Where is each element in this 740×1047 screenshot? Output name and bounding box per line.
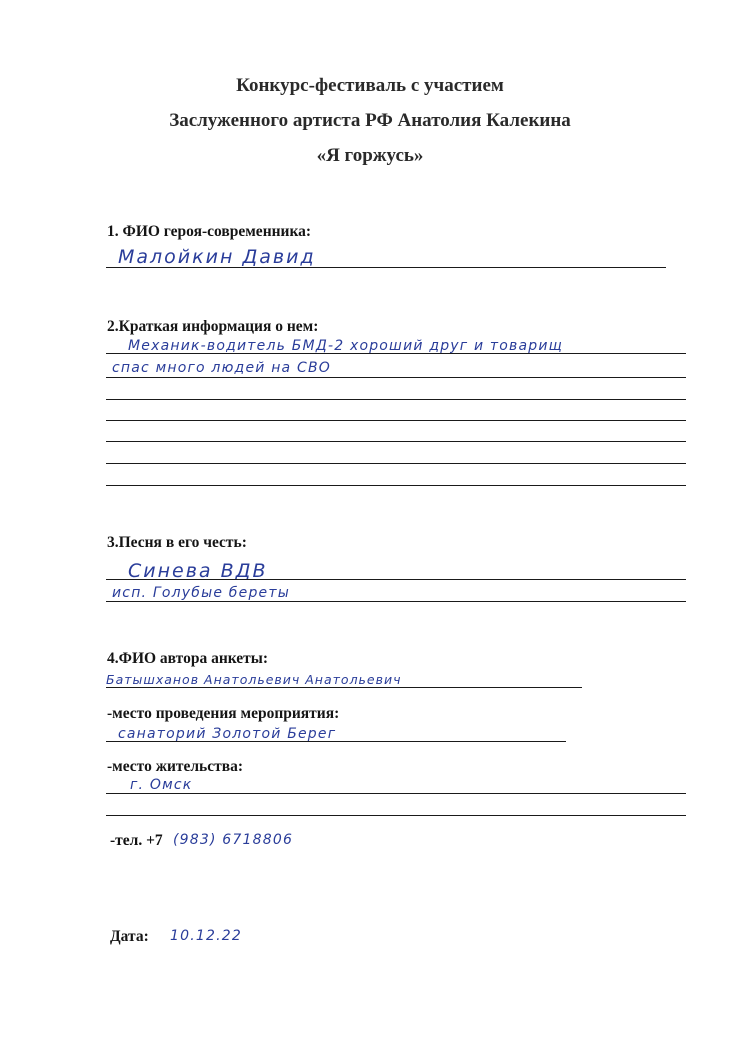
hero-name-line — [106, 267, 666, 268]
phone-value: (983) 6718806 — [173, 832, 294, 848]
hero-info-line-5 — [106, 441, 686, 442]
residence-label: -место жительства: — [107, 758, 244, 775]
author-value: Батышханов Анатольевич Анатольевич — [106, 672, 402, 687]
hero-info-line-1 — [106, 353, 686, 354]
hero-info-line-6 — [106, 463, 686, 464]
song-label: 3.Песня в его честь: — [107, 534, 247, 551]
date-value: 10.12.22 — [170, 928, 242, 944]
form-header — [0, 68, 740, 173]
phone-label: -тел. +7 — [110, 832, 163, 849]
song-line-1 — [106, 579, 686, 580]
residence-value: г. Омск — [130, 777, 193, 793]
date-label: Дата: — [110, 928, 149, 945]
residence-line-1 — [106, 793, 686, 794]
hero-info-value-1: Механик-водитель БМД-2 хороший друг и товарищ — [128, 338, 564, 354]
hero-info-line-3 — [106, 399, 686, 400]
hero-info-line-4 — [106, 420, 686, 421]
hero-info-label: 2.Краткая информация о нем: — [107, 318, 319, 335]
residence-line-2 — [106, 815, 686, 816]
song-line-2 — [106, 601, 686, 602]
hero-name-value: Малойкин Давид — [118, 246, 316, 268]
venue-line — [106, 741, 566, 742]
author-label: 4.ФИО автора анкеты: — [107, 650, 269, 667]
hero-info-line-2 — [106, 377, 686, 378]
author-line — [106, 687, 582, 688]
header-line-2: Заслуженного артиста РФ Анатолия Калекина — [169, 110, 571, 131]
header-line-1: Конкурс-фестиваль с участием — [236, 75, 504, 96]
venue-value: санаторий Золотой Берег — [118, 726, 337, 742]
hero-info-value-2: спас много людей на СВО — [112, 360, 331, 376]
song-value-1: Синева ВДВ — [128, 560, 268, 582]
header-line-3: «Я горжусь» — [316, 145, 424, 166]
venue-label: -место проведения мероприятия: — [107, 705, 340, 722]
hero-info-line-7 — [106, 485, 686, 486]
song-value-2: исп. Голубые береты — [112, 585, 290, 601]
hero-name-label: 1. ФИО героя-современника: — [107, 223, 312, 240]
